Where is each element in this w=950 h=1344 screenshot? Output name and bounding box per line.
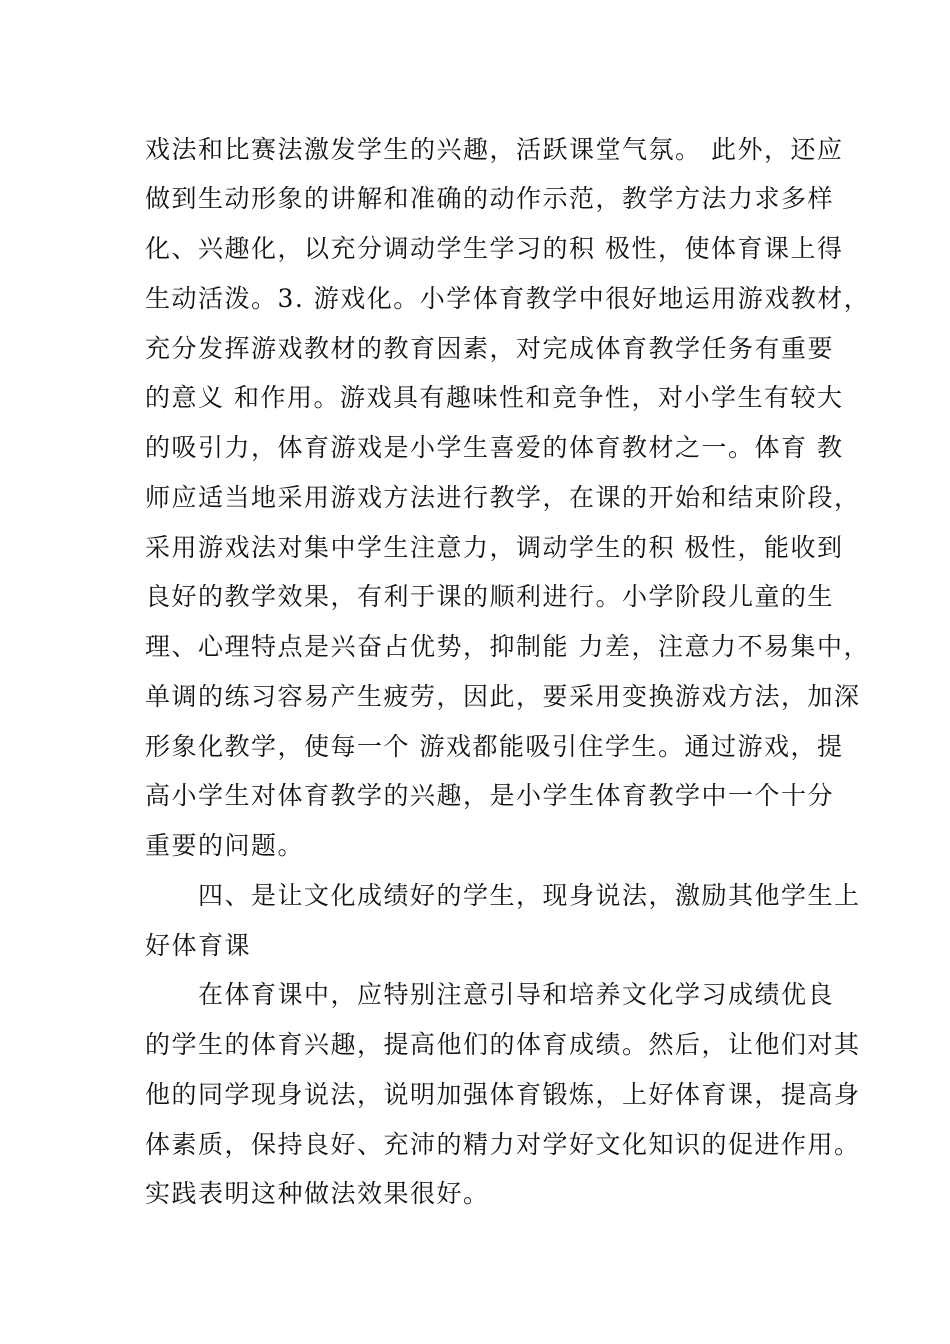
body-text-line: 在体育课中，应特别注意引导和培养文化学习成绩优良 — [198, 980, 835, 1009]
body-text-line: 形象化教学，使每一个 游戏都能吸引住学生。通过游戏，提 — [145, 732, 844, 761]
body-text-line: 体素质，保持良好、充沛的精力对学好文化知识的促进作用。 — [145, 1130, 861, 1159]
body-text-line: 实践表明这种做法效果很好。 — [145, 1179, 490, 1208]
body-text-line: 化、兴趣化，以充分调动学生学习的积 极性，使体育课上得 — [145, 234, 844, 263]
body-text-line: 做到生动形象的讲解和准确的动作示范，教学方法力求多样 — [145, 184, 835, 213]
body-text-line: 戏法和比赛法激发学生的兴趣，活跃课堂气氛。 此外，还应 — [145, 135, 844, 164]
section-heading-line: 好体育课 — [145, 931, 252, 960]
body-text-line: 他的同学现身说法，说明加强体育锻炼，上好体育课，提高身 — [145, 1080, 861, 1109]
section-heading-line: 四、是让文化成绩好的学生，现身说法，激励其他学生上 — [198, 881, 861, 910]
body-text-line: 师应适当地采用游戏方法进行教学，在课的开始和结束阶段， — [145, 483, 861, 512]
body-text-line: 良好的教学效果，有利于课的顺利进行。小学阶段儿童的生 — [145, 582, 835, 611]
body-text-line: 生动活泼。3. 游戏化。小学体育教学中很好地运用游戏教材， — [145, 284, 871, 313]
body-text-line: 理、心理特点是兴奋占优势，抑制能 力差，注意力不易集中， — [145, 632, 870, 661]
body-text-line: 的意义 和作用。游戏具有趣味性和竞争性，对小学生有较大 — [145, 383, 844, 412]
body-text-line: 高小学生对体育教学的兴趣，是小学生体育教学中一个十分 — [145, 781, 835, 810]
body-text-line: 重要的问题。 — [145, 831, 305, 860]
body-text-line: 采用游戏法对集中学生注意力，调动学生的积 极性，能收到 — [145, 533, 844, 562]
body-text-line: 单调的练习容易产生疲劳，因此，要采用变换游戏方法，加深 — [145, 682, 861, 711]
body-text-line: 的吸引力，体育游戏是小学生喜爱的体育教材之一。体育 教 — [145, 433, 844, 462]
body-text-line: 的学生的体育兴趣，提高他们的体育成绩。然后，让他们对其 — [145, 1030, 861, 1059]
body-text-line: 充分发挥游戏教材的教育因素，对完成体育教学任务有重要 — [145, 334, 835, 363]
